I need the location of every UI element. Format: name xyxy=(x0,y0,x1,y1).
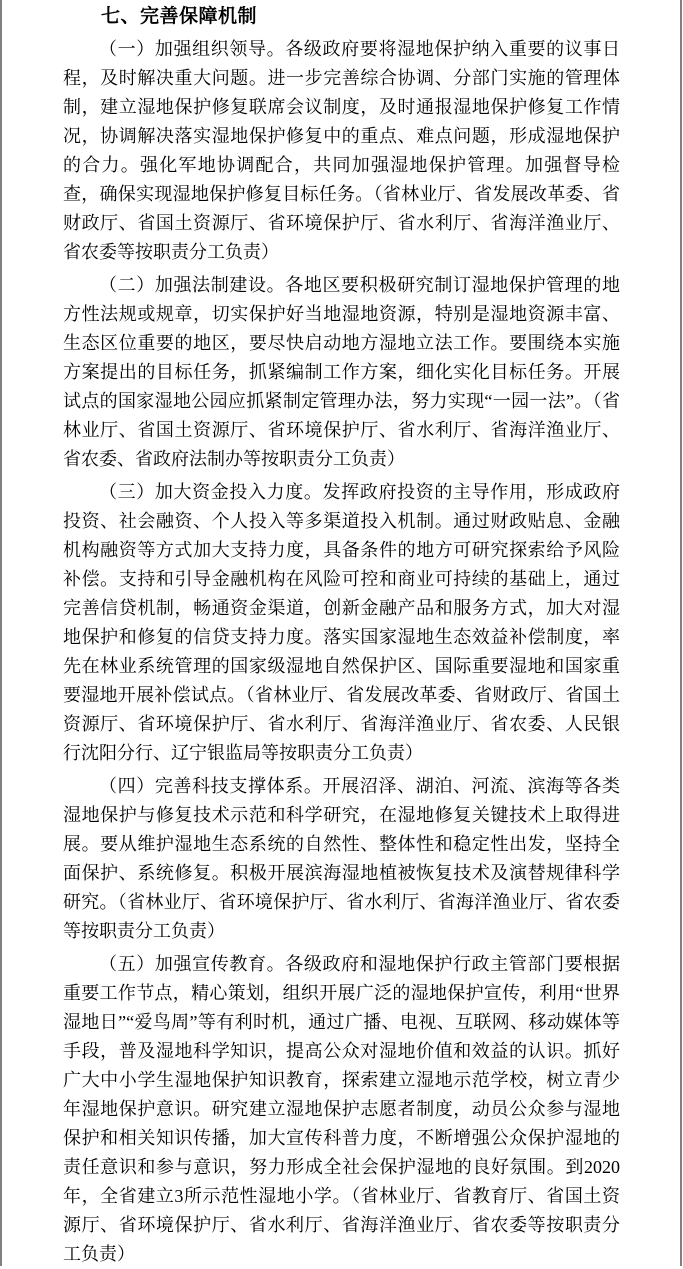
page-border-left xyxy=(0,0,2,1266)
paragraph-1-organization-leadership: （一）加强组织领导。各级政府要将湿地保护纳入重要的议事日程，及时解决重大问题。进一步完善综合协调、分部门实施的管理体制，建立湿地保护修复联席会议制度，及时通报湿地保护修复工作情况，协调解决落实湿地保护修复中的重点、难点问题，形成湿地保护的合力。强化军地协调配合，共同加强湿地保护管理。加强督导检查，确保实现湿地保护修复目标任务。（省林业厅、省发展改革委、省财政厅、省国土资源厅、省环境保护厅、省水利厅、省海洋渔业厅、省农委等按职责分工负责） xyxy=(63,39,620,262)
paragraph-4-science-technology-support: （四）完善科技支撑体系。开展沼泽、湖泊、河流、滨海等各类湿地保护与修复技术示范和科学研究，在湿地修复关键技术上取得进展。要从维护湿地生态系统的自然性、整体性和稳定性出发，坚持全面保护、系统修复。积极开展滨海湿地植被恢复技术及演替规律科学研究。（省林业厅、省环境保护厅、省水利厅、省海洋渔业厅、省农委等按职责分工负责） xyxy=(63,776,620,941)
page-border-right xyxy=(680,0,682,1266)
document-body xyxy=(63,2,620,1269)
paragraph-3-funding-investment: （三）加大资金投入力度。发挥政府投资的主导作用，形成政府投资、社会融资、个人投入等多渠道投入机制。通过财政贴息、金融机构融资等方式加大支持力度，具备条件的地方可研究探索给予风险补偿。支持和引导金融机构在风险可控和商业可持续的基础上，通过完善信贷机制，畅通资金渠道，创新金融产品和服务方式，加大对湿地保护和修复的信贷支持力度。落实国家湿地生态效益补偿制度，率先在林业系统管理的国家级湿地自然保护区、国际重要湿地和国家重要湿地开展补偿试点。（省林业厅、省发展改革委、省财政厅、省国土资源厅、省环境保护厅、省水利厅、省海洋渔业厅、省农委、人民银行沈阳分行、辽宁银监局等按职责分工负责） xyxy=(63,482,620,763)
paragraph-5-publicity-education: （五）加强宣传教育。各级政府和湿地保护行政主管部门要根据重要工作节点，精心策划，组织开展广泛的湿地保护宣传，利用“世界湿地日”“爱鸟周”等有利时机，通过广播、电视、互联网、移动媒体等手段，普及湿地科学知识，提高公众对湿地价值和效益的认识。抓好广大中小学生湿地保护知识教育，探索建立湿地示范学校，树立青少年湿地保护意识。研究建立湿地保护志愿者制度，动员公众参与湿地保护和相关知识传播，加大宣传科普力度，不断增强公众保护湿地的责任意识和参与意识，努力形成全社会保护湿地的良好氛围。到2020年，全省建立3所示范性湿地小学。（省林业厅、省教育厅、省国土资源厅、省环境保护厅、省水利厅、省海洋渔业厅、省农委等按职责分工负责） xyxy=(63,954,620,1264)
section-heading: 七、完善保障机制 xyxy=(101,6,258,27)
paragraph-2-legal-system: （二）加强法制建设。各地区要积极研究制订湿地保护管理的地方性法规或规章，切实保护好当地湿地资源，特别是湿地资源丰富、生态区位重要的地区，要尽快启动地方湿地立法工作。要围绕本实施方案提出的目标任务，抓紧编制工作方案，细化实化目标任务。开展试点的国家湿地公园应抓紧制定管理办法，努力实现“一园一法”。（省林业厅、省国土资源厅、省环境保护厅、省水利厅、省海洋渔业厅、省农委、省政府法制办等按职责分工负责） xyxy=(63,275,620,469)
